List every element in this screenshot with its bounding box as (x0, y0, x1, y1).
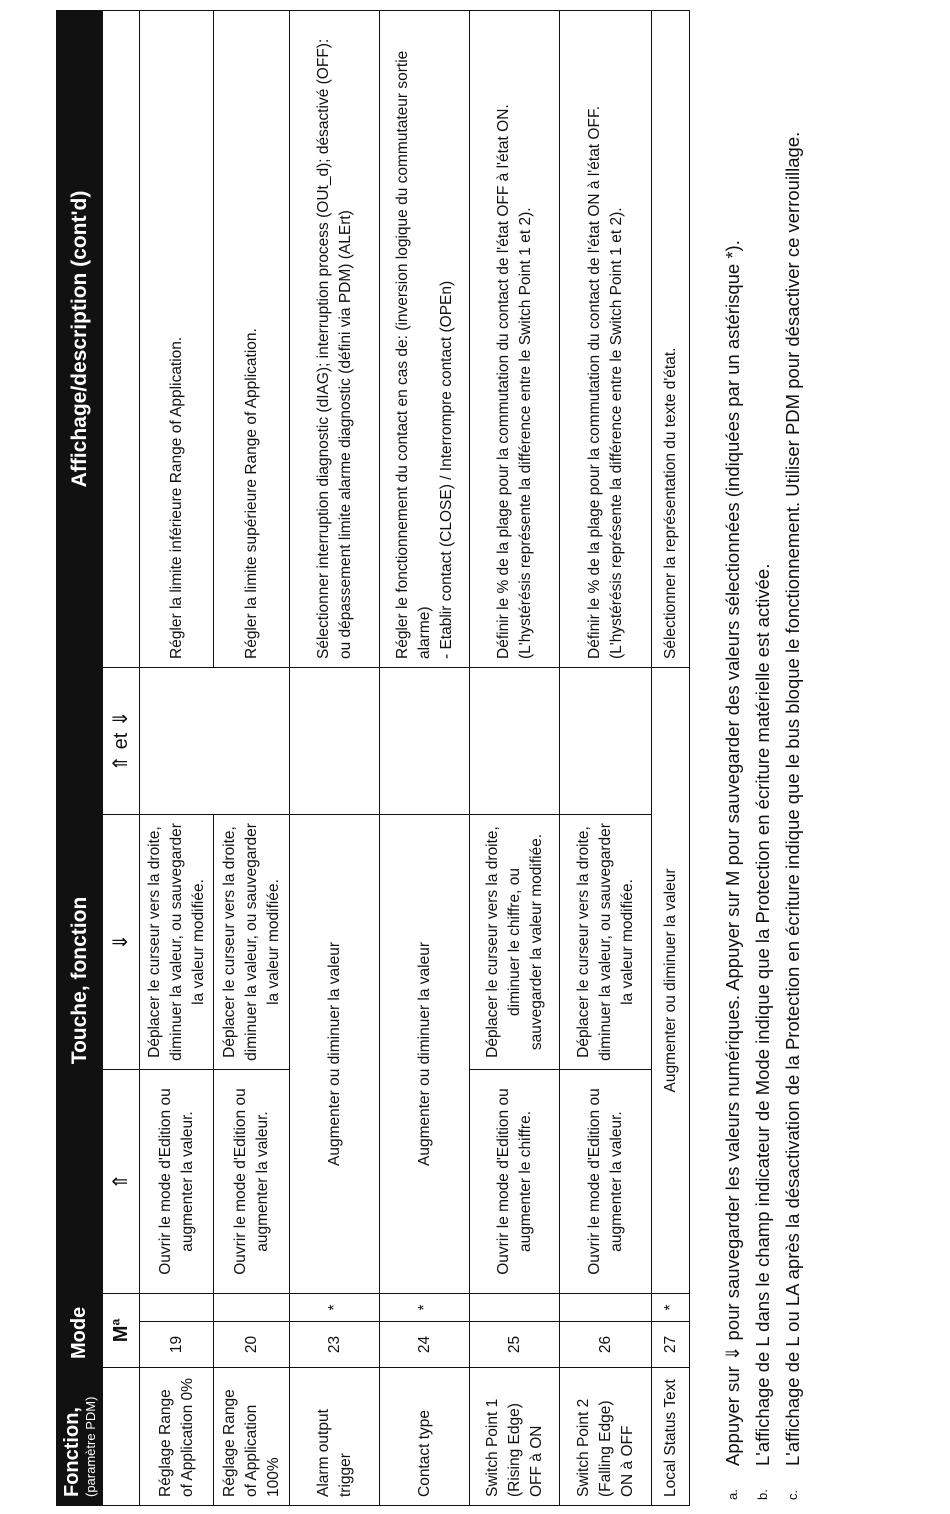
cell-mode: 19 (140, 1322, 214, 1368)
down-arrow-icon: ⇓ (103, 815, 140, 1070)
footnote-marker: b. (755, 1489, 770, 1500)
cell-desc: Définir le % de la plage pour la commutation du contact de l'état OFF à l'état ON. (L'hystérésis représente la différence entre le Switch Point 1 et 2). (470, 11, 560, 668)
table-row (652, 11, 690, 1506)
up-down-arrow-icon: ⇑ et ⇓ (103, 668, 140, 815)
cell-up: Ouvrir le mode d'Edition ou augmenter la valeur. (214, 1070, 290, 1294)
cell-down: Déplacer le curseur vers la droite, diminuer la valeur, ou sauvegarder la valeur modifiée. (560, 815, 652, 1070)
header-fonction-title: Fonction, (61, 1407, 83, 1497)
cell-fonction: Réglage Range of Application 0% (140, 1368, 214, 1506)
cell-star: * (652, 1294, 690, 1322)
header-fonction-sub: (paramètre PDM) (83, 1396, 98, 1497)
cell-star (560, 1294, 652, 1322)
cell-desc: Sélectionner interruption diagnostic (dIAG); interruption process (OUt_d); désactivé (OFF): ou dépassement limite alarme diagnostic (défini via PDM) (ALErt) (290, 11, 380, 668)
cell-updown: Augmenter ou diminuer la valeur (290, 815, 380, 1294)
cell-down: Déplacer le curseur vers la droite, diminuer la valeur, ou sauvegarder la valeur modifiée. (214, 815, 290, 1070)
cell-both (380, 668, 470, 815)
table-row (290, 11, 380, 1506)
header-mode: Mode (57, 1294, 103, 1368)
cell-mode: 23 (290, 1322, 380, 1368)
cell-desc: Sélectionner la représentation du texte d'état. (652, 11, 690, 668)
cell-mode: 27 (652, 1322, 690, 1368)
footnote-text: L'affichage de L dans le champ indicateur de Mode indique que la Protection en écriture matérielle est activée. (752, 563, 773, 1466)
header-fonction (57, 1368, 103, 1506)
header-touche: Touche, fonction (57, 668, 103, 1294)
cell-desc: Régler la limite supérieure Range of Application. (214, 11, 290, 668)
m-label: M (110, 1325, 133, 1343)
cell-fonction: Réglage Range of Application 100% (214, 1368, 290, 1506)
cell-mode: 24 (380, 1322, 470, 1368)
footnote-text: Appuyer sur ⇓ pour sauvegarder les valeurs numériques. Appuyer sur M pour sauvegarder des valeurs sélectionnées (indiquées par un astérisque *). (722, 240, 743, 1466)
cell-updown: Augmenter ou diminuer la valeur (380, 815, 470, 1294)
footnote-b (748, 11, 778, 1506)
cell-desc: Régler la limite inférieure Range of Application. (140, 11, 214, 668)
cell-up: Ouvrir le mode d'Edition ou augmenter la valeur. (560, 1070, 652, 1294)
footnote-text: L'affichage de L ou LA après la désactivation de la Protection en écriture indique que le bus bloque le fonctionnement. Utiliser PDM pour désactiver ce verrouillage. (782, 131, 803, 1466)
cell-star (214, 1294, 290, 1322)
subheader-blank-desc (103, 11, 140, 668)
footnote-a (718, 11, 748, 1506)
cell-both (560, 668, 652, 815)
cell-mode: 26 (560, 1322, 652, 1368)
cell-mode: 25 (470, 1322, 560, 1368)
cell-both (470, 668, 560, 815)
cell-up: Ouvrir le mode d'Edition ou augmenter la valeur. (140, 1070, 214, 1294)
subheader-row (103, 11, 140, 1506)
cell-star (470, 1294, 560, 1322)
cell-mode: 20 (214, 1322, 290, 1368)
cell-star (140, 1294, 214, 1322)
cell-updown: Augmenter ou diminuer la valeur (652, 668, 690, 1294)
footnote-c (778, 11, 808, 1506)
cell-both (140, 668, 290, 815)
table-row (380, 11, 470, 1506)
cell-fonction: Contact type (380, 1368, 470, 1506)
cell-fonction: Local Status Text (652, 1368, 690, 1506)
subheader-blank (103, 1368, 140, 1506)
cell-star: * (380, 1294, 470, 1322)
m-sup: a (108, 1318, 123, 1326)
footnotes (718, 11, 808, 1506)
header-affichage: Affichage/description (cont'd) (57, 11, 103, 668)
cell-up: Ouvrir le mode d'Edition ou augmenter le chiffre. (470, 1070, 560, 1294)
table-row (140, 11, 214, 1506)
cell-star: * (290, 1294, 380, 1322)
cell-desc: Définir le % de la plage pour la commutation du contact de l'état ON à l'état OFF. (L'hystérésis représente la différence entre le Switch Point 1 et 2). (560, 11, 652, 668)
footnote-marker: c. (785, 1489, 800, 1500)
cell-fonction: Alarm output trigger (290, 1368, 380, 1506)
cell-desc: Régler le fonctionnement du contact en cas de: (inversion logique du commutateur sortie alarme) - Etablir contact (CLOSE) / Interrompre contact (OPEn) (380, 11, 470, 668)
cell-both (290, 668, 380, 815)
cell-fonction: Switch Point 2 (Falling Edge) ON à OFF (560, 1368, 652, 1506)
up-arrow-icon: ⇑ (103, 1070, 140, 1294)
cell-fonction: Switch Point 1 (Rising Edge) OFF à ON (470, 1368, 560, 1506)
cell-down: Déplacer le curseur vers la droite, diminuer la valeur, ou sauvegarder la valeur modifiée. (140, 815, 214, 1070)
header-row (57, 11, 103, 1506)
subheader-m (103, 1294, 140, 1368)
table-row (560, 11, 652, 1506)
function-table (56, 10, 690, 1506)
cell-down: Déplacer le curseur vers la droite, diminuer le chiffre, ou sauvegarder la valeur modifiée. (470, 815, 560, 1070)
footnote-marker: a. (725, 1489, 740, 1500)
table-row (470, 11, 560, 1506)
